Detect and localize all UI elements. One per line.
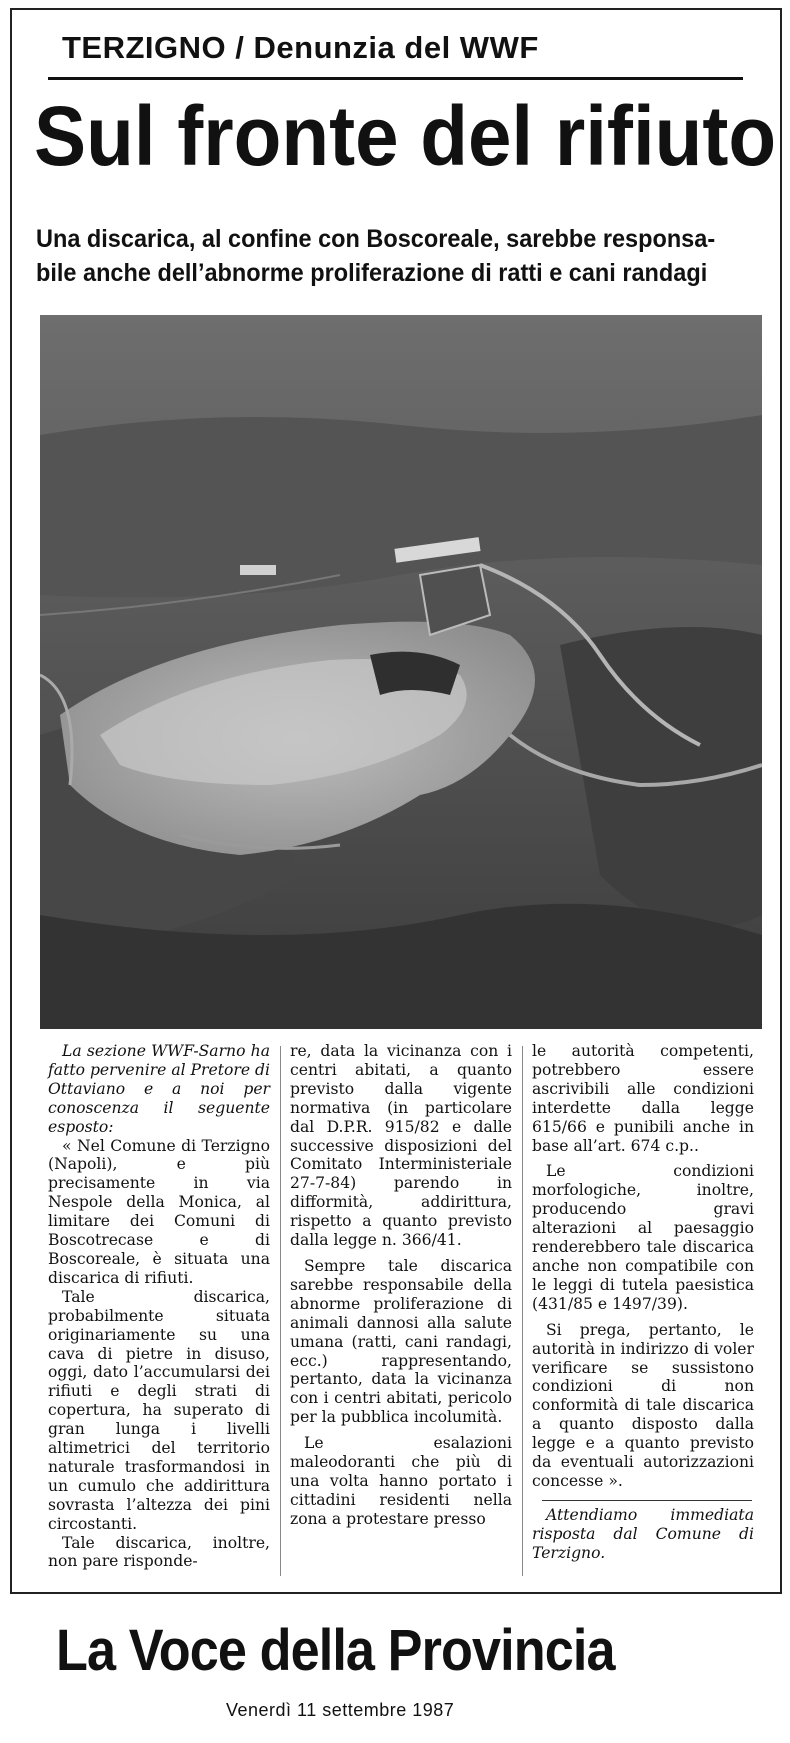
signature-rule — [542, 1500, 752, 1501]
kicker-rule — [48, 77, 743, 80]
article-column-2 — [290, 1042, 512, 1529]
publication-date: Venerdì 11 settembre 1987 — [226, 1700, 455, 1720]
article-subtitle — [36, 222, 750, 290]
article-closing: Attendiamo immediata risposta dal Comune di Terzigno. — [532, 1505, 754, 1562]
subtitle-line-1: Una discarica, al confine con Boscoreale, sarebbe responsa- — [36, 225, 716, 253]
article-column-3 — [532, 1042, 754, 1563]
article-paragraph: le autorità competenti, potrebbero essere ascrivibili alle condizioni interdette dalla legge 615/66 e punibili anche in base all’art. 674 c.p.. — [532, 1042, 754, 1155]
article-paragraph: Tale discarica, probabilmente situata originariamente su una cava di pietre in disuso, oggi, dato l’accumularsi dei rifiuti e degli strati di copertura, ha superato di gran lunga i livelli altimetrici del territorio naturale trasformandosi in un cumulo che addirittura sovrasta l’altezza dei pini circostanti. — [48, 1287, 270, 1533]
article-paragraph: Si prega, pertanto, le autorità in indirizzo di voler verificare se sussistono condizioni di non conformità di tale discarica a quanto disposto dalla legge e a quanto previsto da eventuali autorizzazioni concesse ». — [532, 1320, 754, 1490]
article-column-1 — [48, 1042, 270, 1571]
aerial-photo-landfill-icon — [40, 315, 762, 1029]
article-intro: La sezione WWF-Sarno ha fatto pervenire al Pretore di Ottaviano e a noi per conoscenza il seguente esposto: — [48, 1042, 270, 1136]
article-headline: Sul fronte del rifiuto — [34, 89, 777, 183]
column-divider — [522, 1046, 523, 1576]
article-paragraph: re, data la vicinanza con i centri abitati, a quanto previsto dalla vigente normativa (in particolare dal D.P.R. 915/82 e dalle successive disposizioni del Comitato Interministeriale 27-7-84) parendo in difformità, addirittura, rispetto a quanto previsto dalla legge n. 366/41. — [290, 1042, 512, 1250]
newspaper-masthead: La Voce della Provincia — [56, 1618, 615, 1683]
article-paragraph: Le condizioni morfologiche, inoltre, producendo gravi alterazioni al paesaggio renderebbero tale discarica anche non compatibile con le leggi di tutela paesistica (431/85 e 1497/39). — [532, 1162, 754, 1313]
article-paragraph: Le esalazioni maleodoranti che più di una volta hanno portato i cittadini residenti nella zona a protestare presso — [290, 1434, 512, 1528]
article-paragraph: « Nel Comune di Terzigno (Napoli), e più precisamente in via Nespole della Monica, al limitare dei Comuni di Boscotrecase e di Boscoreale, è situata una discarica di rifiuti. — [48, 1136, 270, 1287]
column-divider — [280, 1046, 281, 1576]
article-paragraph: Tale discarica, inoltre, non pare risponde- — [48, 1533, 270, 1571]
article-kicker: TERZIGNO / Denunzia del WWF — [62, 30, 539, 65]
subtitle-line-2: bile anche dell’abnorme proliferazione di ratti e cani randagi — [36, 259, 708, 287]
article-paragraph: Sempre tale discarica sarebbe responsabile della abnorme proliferazione di animali dannosi alla salute umana (ratti, cani randagi, ecc.) rappresentando, pertanto, data la vicinanza con i centri abitati, pericolo per la pubblica incolumità. — [290, 1256, 512, 1427]
